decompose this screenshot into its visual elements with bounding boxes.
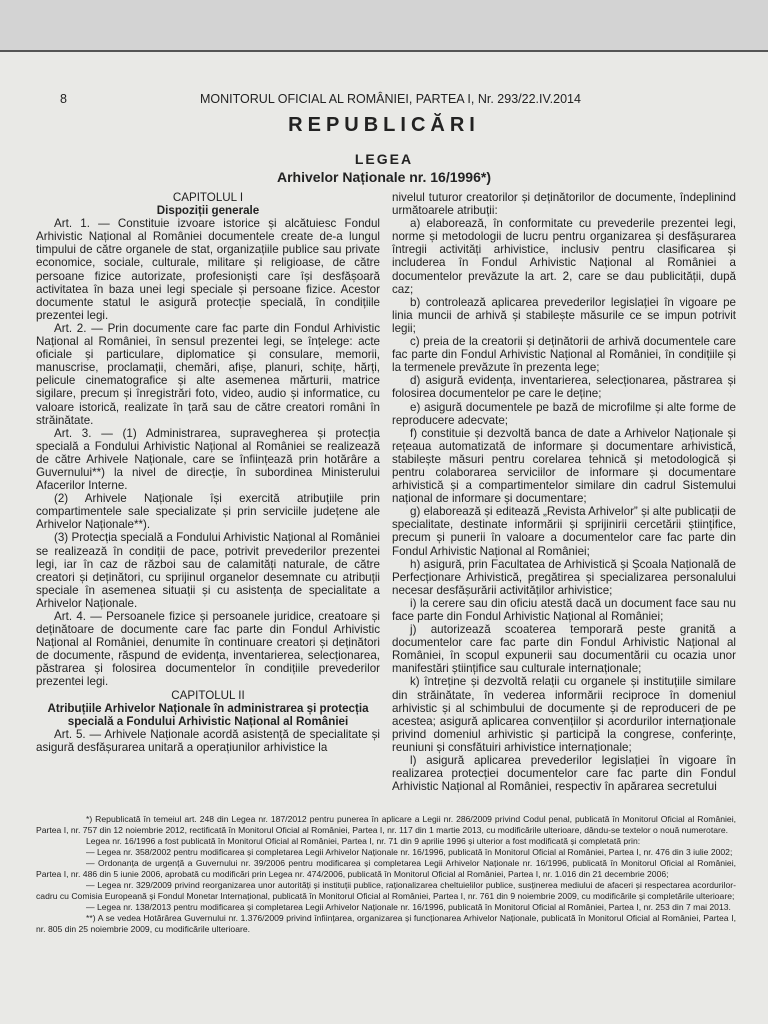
paragraph: b) controlează aplicarea prevederilor legislației în vigoare pe linia muncii de arhivă și stabilește măsurile ce se impun potrivit legii; [392,295,736,335]
footnote: — Ordonanța de urgență a Guvernului nr. 39/2006 pentru modificarea și completarea Legii Arhivelor Naționale nr. 16/1996, publicată în Monitorul Oficial al României, Partea I, nr. 486 din 5 iunie 2006, aprobată cu modificări prin Legea nr. 474/2006, publicată în Monitorul Oficial al României, Partea I, nr. 1.016 din 21 decembrie 2006; [36,858,736,879]
paragraph: k) întreține și dezvoltă relații cu organele și instituțiile similare din străinătate, în vederea informării reciproce în domeniul arhivistic și al schimbului de documente și de reproduceri de pe acestea; asigură aplicarea convențiilor și acordurilor internaționale privind domeniul arhivistic și participă la congrese, conferințe, reuniuni și consfătuiri arhivistice internaționale; [392,675,736,754]
paragraph: e) asigură documentele pe bază de microfilme și alte forme de reproducere adecvate; [392,400,736,427]
paragraph: (3) Protecția specială a Fondului Arhivistic Național al României se realizează în condiții de pace, potrivit prevederilor prezentei legi, iar în caz de război sau de calamități naturale, de către creatori și deținători, cu sprijinul organelor desemnate cu atribuții speciale în asemenea situații și cu asistența de specialitate a Arhivelor Naționale. [36,531,380,610]
paragraph: Atribuțiile Arhivelor Naționale în administrarea și protecția specială a Fondului Arhivistic Național al României [47,701,369,728]
law-label: LEGEA [354,151,414,167]
paragraph: i) la cerere sau din oficiu atestă dacă un document face sau nu face parte din Fondul Arhivistic Național al României; [392,596,736,623]
paragraph: nivelul tuturor creatorilor și deținătorilor de documente, îndeplinind următoarele atribuții: [392,191,736,218]
paragraph: Art. 5. — Arhivele Naționale acordă asistență de specialitate și asigură desfășurarea unitară a operațiunilor arhivistice la [36,727,380,754]
paragraph: l) asigură aplicarea prevederilor legislației în vigoare în realizarea protecției documentelor care fac parte din Fondul Arhivistic Național al României, respectiv în apărarea secretului [392,754,736,794]
publication-title: MONITORUL OFICIAL AL ROMÂNIEI, PARTEA I, Nr. 293/22.IV.2014 [200,92,581,106]
paragraph: Art. 4. — Persoanele fizice și persoanele juridice, creatoare și deținătoare de documente care fac parte din Fondul Arhivistic Național al României, denumite în continuare creatori și deținători de documente, răspund de evidența, inventarierea, selecționarea, păstrarea și folosirea documentelor în condițiile prevederilor prezentei legi. [36,610,380,689]
paragraph: CAPITOLUL II [171,688,245,702]
footnote: — Legea nr. 138/2013 pentru modificarea și completarea Legii Arhivelor Naționale nr. 16/1996, publicată în Monitorul Oficial al României, Partea I, nr. 253 din 7 mai 2013. [86,902,731,912]
paragraph: j) autorizează scoaterea temporară peste granită a documentelor care fac parte din Fondul Arhivistic Național al României, în scopul expunerii sau documentării cu ocazia unor manifestări științifice sau culturale internaționale; [392,623,736,676]
paragraph: h) asigură, prin Facultatea de Arhivistică și Școala Națională de Perfecționare Arhivistică, pregătirea și specializarea personalului necesar desfășurării activităților arhivistice; [392,557,736,597]
paragraph: Art. 3. — (1) Administrarea, supravegherea și protecția specială a Fondului Arhivistic Național al României se realizează de către Arhivele Naționale, care se înființează prin hotărâre a Guvernului**) la nivel de direcție, în subordinea Ministerului Afacerilor Interne. [36,426,380,493]
paragraph: CAPITOLUL I [172,191,244,204]
footnote: Legea nr. 16/1996 a fost publicată în Monitorul Oficial al României, Partea I, nr. 71 din 9 aprilie 1996 și ulterior a fost modificată și completată prin: [86,836,641,846]
footnote: *) Republicată în temeiul art. 248 din Legea nr. 187/2012 pentru punerea în aplicare a Legii nr. 286/2009 privind Codul penal, publicată în Monitorul Oficial al României, Partea I, nr. 757 din 12 noiembrie 2012, rectificată în Monitorul Oficial al României, Partea I, nr. 117 din 1 martie 2013, cu modificările ulterioare, dându-se textelor o nouă numerotare. [36,814,736,835]
paragraph: g) elaborează și editează „Revista Arhivelor” și alte publicații de specialitate, destinate informării și sprijinirii cercetării științifice, precum și punerii în valoare a documentelor care fac parte din Fondul Arhivistic Național al României; [392,505,736,558]
paragraph: (2) Arhivele Naționale își exercită atribuțiile prin compartimentele sale specializate și prin serviciile județene ale Arhivelor Naționale**). [36,492,380,532]
scan-top-band [0,0,768,52]
left-text-column [36,191,380,754]
paragraph: Dispoziții generale [156,204,260,218]
footnote: **) A se vedea Hotărârea Guvernului nr. 1.376/2009 privind înființarea, organizarea și funcționarea Arhivelor Naționale, publicată în Monitorul Oficial al României, Partea I, nr. 805 din 25 noiembrie 2009, cu modificările ulterioare. [36,913,736,934]
footnotes [36,814,736,935]
paragraph: a) elaborează, în conformitate cu prevederile prezentei legi, norme și metodologii de lucru pentru organizarea și desfășurarea întregii activități arhivistice, inclusiv pentru clasificarea și includerea în Fondul Arhivistic Național al României a documentelor prevăzute la art. 2, care se dau publicității, după caz; [392,217,736,296]
footnote: — Legea nr. 329/2009 privind reorganizarea unor autorități și instituții publice, raționalizarea cheltuielilor publice, susținerea mediului de afaceri și respectarea acordurilor-cadru cu Comisia Europeană și Fondul Monetar Internațional, publicată în Monitorul Oficial al României, Partea I, nr. 761 din 9 noiembrie 2009, cu modificările și completările ulterioare; [36,880,736,901]
footnote: — Legea nr. 358/2002 pentru modificarea și completarea Legii Arhivelor Naționale nr. 16/1996, publicată în Monitorul Oficial al României, Partea I, nr. 476 din 3 iulie 2002; [86,847,733,857]
paragraph: c) preia de la creatorii și deținătorii de arhivă documentele care fac parte din Fondul Arhivistic Național al României, în condițiile și la termenele prevăzute în prezenta lege; [392,335,736,375]
paragraph: f) constituie și dezvoltă banca de date a Arhivelor Naționale și rețeaua automatizată de informare și documentare arhivistică, stabilește măsuri pentru corelarea tehnică și metodologică și pentru colaborarea serviciilor de informare și documentare arhivistică și a compartimentelor similare din cadrul Sistemului național de informare și documentare; [392,426,736,506]
page-number: 8 [60,92,67,106]
right-text-column [392,191,736,793]
section-title: REPUBLICĂRI [288,114,480,136]
paragraph: Art. 1. — Constituie izvoare istorice și alcătuiesc Fondul Arhivistic Național al României documentele create de-a lungul timpului de către organele de stat, organizațiile publice sau private economice, sociale, culturale, militare și religioase, de către persoane fizice autorizate, profesioniști care își desfășoară activitatea în baza unei legi speciale și persoane fizice. Acestor documente statul le asigură protecție specială, în condițiile prezentei legi. [36,217,380,322]
law-title: Arhivelor Naționale nr. 16/1996*) [277,169,491,185]
paragraph: d) asigură evidența, inventarierea, selecționarea, păstrarea și folosirea documentelor pe care le deține; [392,374,736,401]
paragraph: Art. 2. — Prin documente care fac parte din Fondul Arhivistic Național al României, în sensul prezentei legi, se înțelege: acte oficiale și particulare, diplomatice și consulare, memorii, manuscrise, proclamații, chemări, afișe, planuri, schițe, hărți, pelicule cinematografice și alte asemenea mărturii, matrice sigilare, precum și înregistrări foto, video, audio și informatice, cu valoare istorică, realizate în țară sau de către creatori români în străinătate. [36,321,380,427]
